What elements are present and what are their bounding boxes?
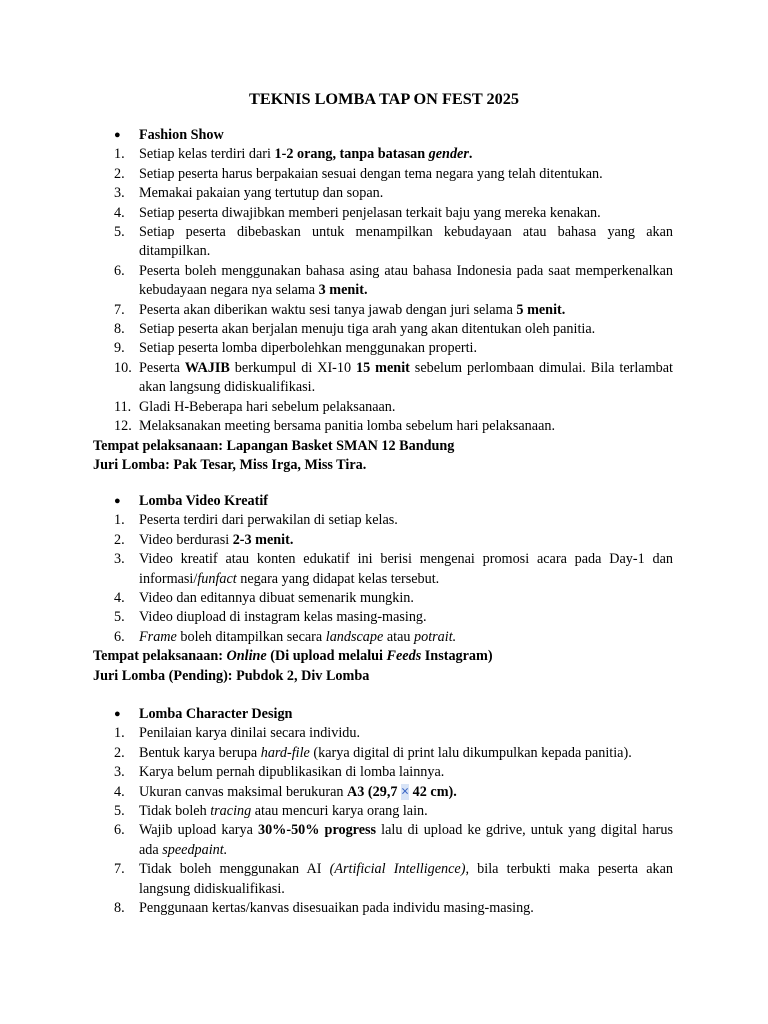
list-item xyxy=(93,744,673,763)
list-item-number: 5. xyxy=(114,609,125,626)
list-item xyxy=(93,783,673,802)
list-item xyxy=(93,320,673,339)
list-item-text: Bentuk karya berupa hard-file (karya digital di print lalu dikumpulkan kepada panitia). xyxy=(139,744,632,761)
list-item-text: Video dan editannya dibuat semenarik mungkin. xyxy=(139,590,414,607)
list-item xyxy=(93,531,673,550)
section-heading-text: Lomba Video Kreatif xyxy=(139,493,268,509)
list-item xyxy=(93,301,673,320)
section-heading-text: Lomba Character Design xyxy=(139,706,293,722)
list-item-number: 5. xyxy=(114,803,125,820)
list-item-text: Ukuran canvas maksimal berukuran A3 (29,7 × 42 cm). xyxy=(139,783,457,800)
list-item xyxy=(93,589,673,608)
list-item-text: Peserta boleh menggunakan bahasa asing atau bahasa Indonesia pada saat memperkenalkan kebudayaan negara nya selama 3 menit. xyxy=(139,262,673,299)
list-item xyxy=(93,184,673,203)
list-item-number: 3. xyxy=(114,551,125,568)
list-item-text: Peserta akan diberikan waktu sesi tanya jawab dengan juri selama 5 menit. xyxy=(139,301,566,318)
list-item-number: 3. xyxy=(114,185,125,202)
list-item xyxy=(93,724,673,743)
section-heading xyxy=(93,492,673,511)
list-item-number: 6. xyxy=(114,628,125,645)
section-lomba-character-design xyxy=(93,705,673,918)
list-item-number: 5. xyxy=(114,224,125,241)
list-item-text: Setiap peserta harus berpakaian sesuai dengan tema negara yang telah ditentukan. xyxy=(139,165,603,182)
list-item xyxy=(93,417,673,436)
list-item xyxy=(93,223,673,262)
list-item-text: Karya belum pernah dipublikasikan di lomba lainnya. xyxy=(139,764,445,781)
list-item-text: Peserta terdiri dari perwakilan di setiap kelas. xyxy=(139,512,398,529)
list-item-text: Melaksanakan meeting bersama panitia lomba sebelum hari pelaksanaan. xyxy=(139,418,556,435)
list-item-text: Video diupload di instagram kelas masing-masing. xyxy=(139,609,427,626)
list-item xyxy=(93,339,673,358)
list-item xyxy=(93,262,673,301)
venue-text: Tempat pelaksanaan: Online (Di upload melalui Feeds Instagram) xyxy=(93,648,493,665)
list-item-number: 7. xyxy=(114,301,125,318)
section-fashion-show xyxy=(93,126,673,475)
list-item-text: Setiap kelas terdiri dari 1-2 orang, tanpa batasan gender. xyxy=(139,146,473,163)
list-item-text: Setiap peserta diwajibkan memberi penjelasan terkait baju yang mereka kenakan. xyxy=(139,204,601,221)
list-item-number: 12. xyxy=(114,418,132,435)
list-item-number: 6. xyxy=(114,822,125,839)
page-title: TEKNIS LOMBA TAP ON FEST 2025 xyxy=(248,89,520,108)
list-item-text: Tidak boleh menggunakan AI (Artificial Intelligence), bila terbukti maka peserta akan langsung didiskualifikasi. xyxy=(139,861,673,897)
section-lomba-video-kreatif xyxy=(93,492,673,686)
list-item-number: 2. xyxy=(114,531,125,548)
list-item xyxy=(93,802,673,821)
numbered-list xyxy=(93,145,673,436)
list-item xyxy=(93,398,673,417)
venue-text: Tempat pelaksanaan: Lapangan Basket SMAN 12 Bandung xyxy=(93,437,455,454)
list-item-number: 8. xyxy=(114,321,125,338)
list-item-number: 9. xyxy=(114,340,125,357)
list-item xyxy=(93,511,673,530)
list-item xyxy=(93,821,673,860)
list-item-number: 4. xyxy=(114,204,125,221)
list-item-text: Penggunaan kertas/kanvas disesuaikan pada individu masing-masing. xyxy=(139,900,534,917)
list-item-text: Video berdurasi 2-3 menit. xyxy=(139,531,294,548)
list-item xyxy=(93,763,673,782)
section-heading xyxy=(93,705,673,724)
numbered-list xyxy=(93,724,673,918)
list-item-text: Video kreatif atau konten edukatif ini berisi mengenai promosi acara pada Day-1 dan informasi/funfact negara yang didapat kelas tersebut. xyxy=(139,551,673,587)
list-item-text: Penilaian karya dinilai secara individu. xyxy=(139,725,361,742)
list-item xyxy=(93,204,673,223)
list-item-number: 6. xyxy=(114,262,125,279)
list-item-number: 8. xyxy=(114,900,125,917)
list-item-number: 10. xyxy=(114,359,132,376)
list-item-number: 4. xyxy=(114,783,125,800)
judges-text: Juri Lomba: Pak Tesar, Miss Irga, Miss Tira. xyxy=(93,456,367,473)
list-item xyxy=(93,899,673,918)
list-item-number: 2. xyxy=(114,165,125,182)
list-item xyxy=(93,165,673,184)
list-item-text: Setiap peserta dibebaskan untuk menampilkan kebudayaan atau bahasa yang akan ditampilkan. xyxy=(139,224,673,260)
list-item-number: 2. xyxy=(114,744,125,761)
list-item-number: 7. xyxy=(114,861,125,878)
list-item xyxy=(93,359,673,398)
list-item-number: 1. xyxy=(114,512,125,529)
list-item-text: Setiap peserta akan berjalan menuju tiga arah yang akan ditentukan oleh panitia. xyxy=(139,321,596,338)
list-item xyxy=(93,860,673,899)
list-item-text: Setiap peserta lomba diperbolehkan menggunakan properti. xyxy=(139,340,478,357)
list-item-number: 1. xyxy=(114,146,125,163)
list-item-text: Frame boleh ditampilkan secara landscape atau potrait. xyxy=(139,628,457,645)
list-item-text: Peserta WAJIB berkumpul di XI-10 15 menit sebelum perlombaan dimulai. Bila terlambat akan langsung didiskualifikasi. xyxy=(139,359,673,396)
list-item-number: 11. xyxy=(114,398,132,415)
judges-text: Juri Lomba (Pending): Pubdok 2, Div Lomba xyxy=(93,667,370,684)
list-item-text: Tidak boleh tracing atau mencuri karya orang lain. xyxy=(139,803,428,820)
list-item xyxy=(93,628,673,647)
list-item-number: 1. xyxy=(114,725,125,742)
numbered-list xyxy=(93,511,673,647)
list-item xyxy=(93,550,673,589)
list-item-number: 4. xyxy=(114,590,125,607)
section-heading xyxy=(93,126,673,145)
list-item-text: Wajib upload karya 30%-50% progress lalu di upload ke gdrive, untuk yang digital harus ada speedpaint. xyxy=(139,822,673,858)
list-item-number: 3. xyxy=(114,764,125,781)
list-item xyxy=(93,608,673,627)
bullet-icon: ● xyxy=(114,495,121,507)
section-heading-text: Fashion Show xyxy=(139,127,224,143)
bullet-icon: ● xyxy=(114,708,121,720)
bullet-icon: ● xyxy=(114,129,121,141)
list-item xyxy=(93,145,673,164)
list-item-text: Gladi H-Beberapa hari sebelum pelaksanaan. xyxy=(139,398,396,415)
list-item-text: Memakai pakaian yang tertutup dan sopan. xyxy=(139,185,384,202)
